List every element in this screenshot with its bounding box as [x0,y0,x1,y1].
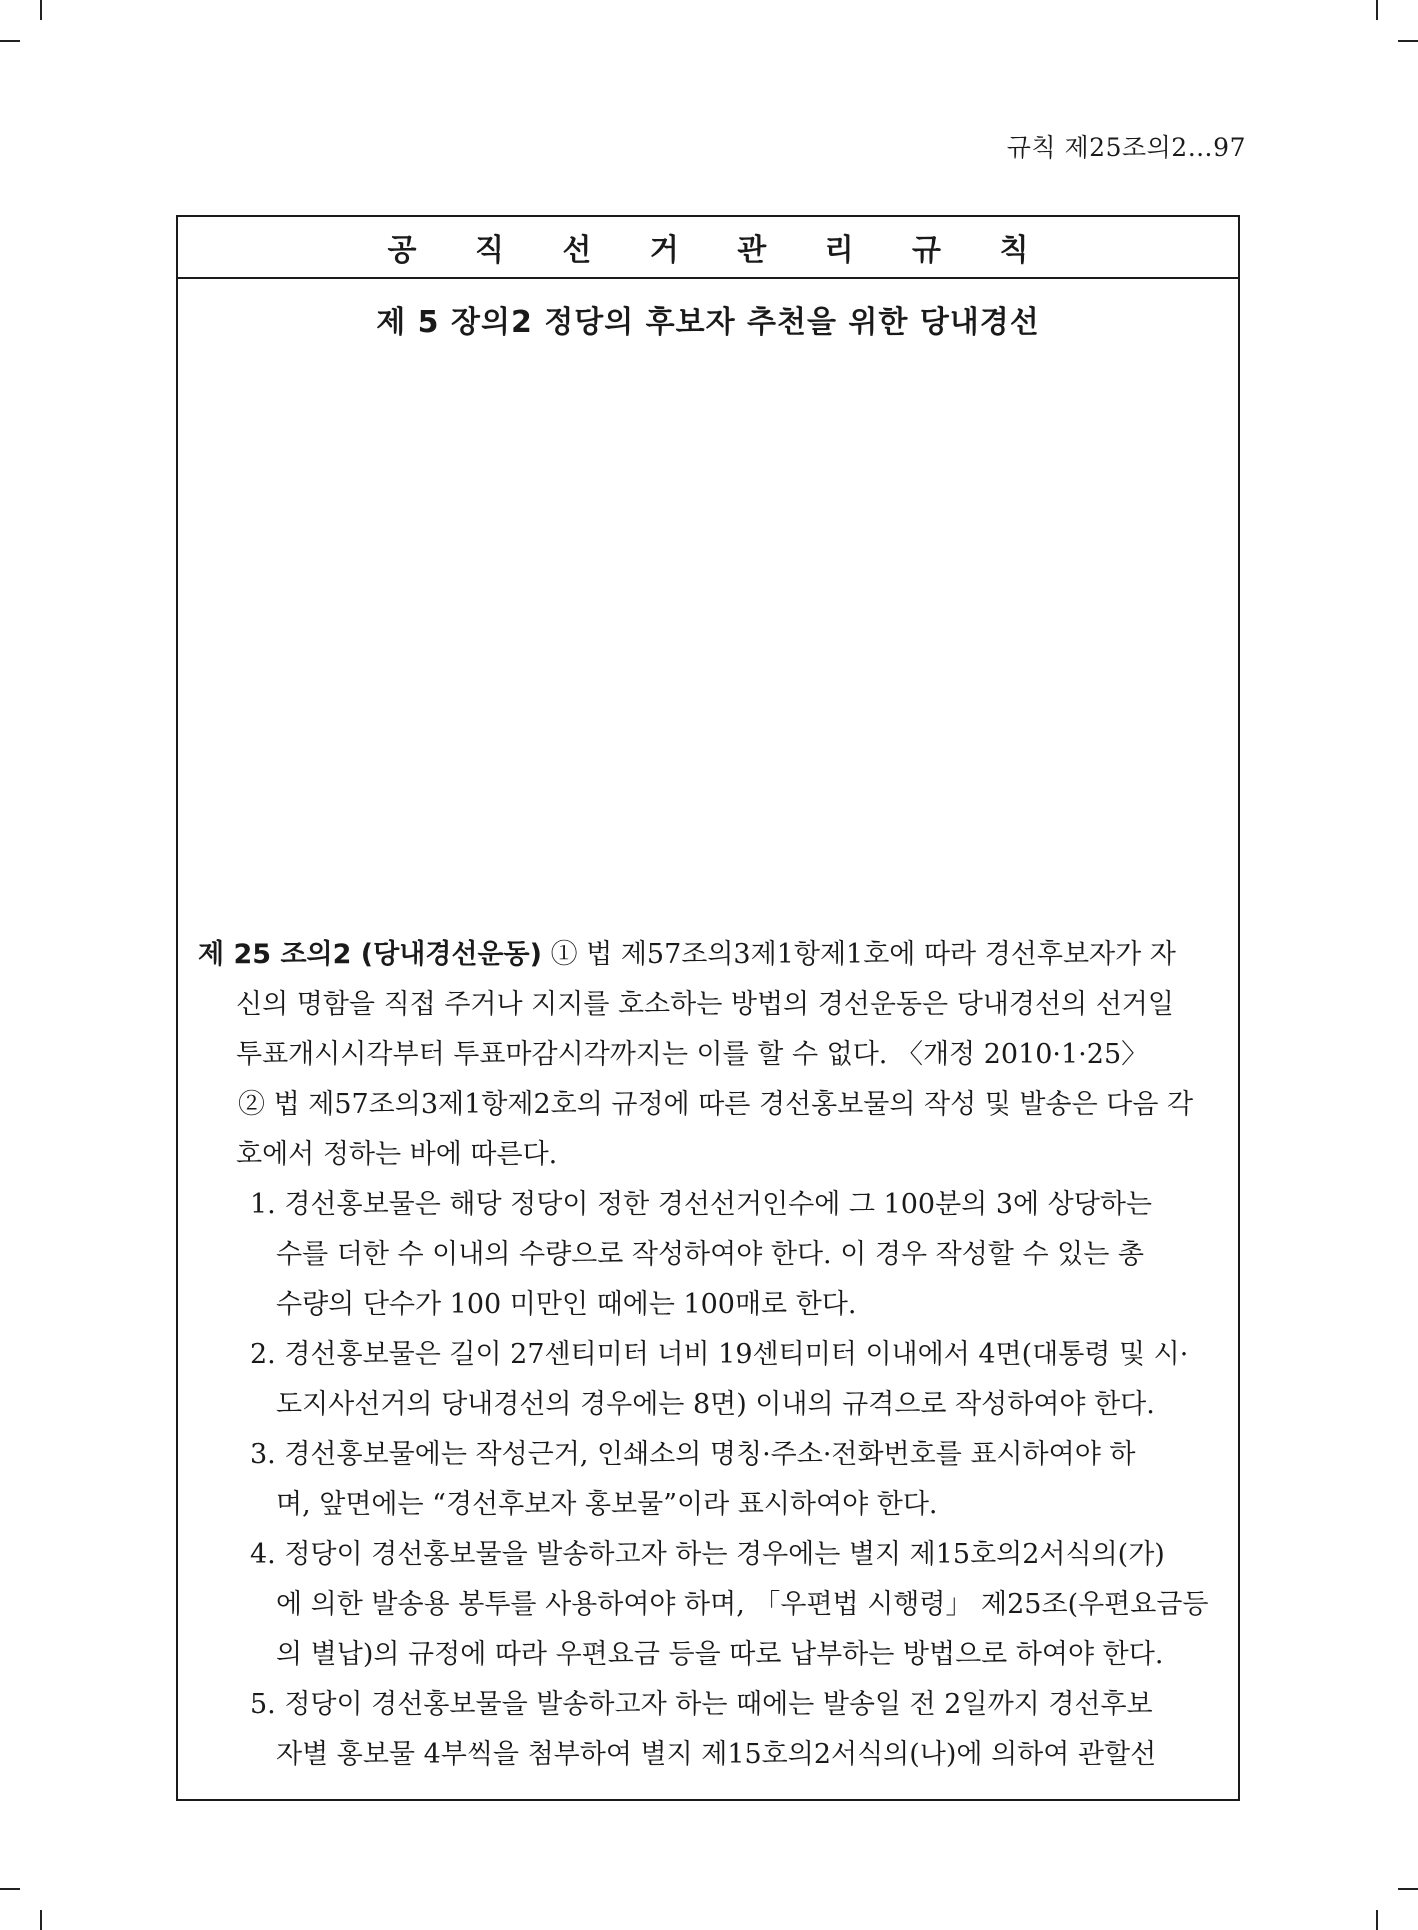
list-item-continuation: 자별 홍보물 4부씩을 첨부하여 별지 제15호의2서식의(나)에 의하여 관할선 [276,1739,1157,1770]
list-item-continuation: 며, 앞면에는 “경선후보자 홍보물”이라 표시하여야 한다. [276,1489,938,1520]
article-text: ① 법 제57조의3제1항제1호에 따라 경선후보자가 자 [550,939,1176,970]
article-line: 신의 명함을 직접 주거나 지지를 호소하는 방법의 경선운동은 당내경선의 선거일 [236,989,1174,1020]
list-item-continuation: 도지사선거의 당내경선의 경우에는 8면) 이내의 규격으로 작성하여야 한다. [276,1389,1155,1420]
article-line: 호에서 정하는 바에 따른다. [236,1139,558,1170]
list-item-continuation: 수량의 단수가 100 미만인 때에는 100매로 한다. [276,1289,857,1320]
article-line: ② 법 제57조의3제1항제2호의 규정에 따른 경선홍보물의 작성 및 발송은 다음 각 [238,1089,1194,1120]
article-line [198,930,1222,980]
regulation-title: 공 직 선 거 관 리 규 칙 [178,217,1238,279]
crop-mark [40,1910,42,1930]
article-25-2 [198,930,1222,1780]
content-frame [176,215,1240,1801]
list-item: 1. 경선홍보물은 해당 정당이 정한 경선선거인수에 그 100분의 3에 상당하는 [250,1189,1153,1220]
crop-mark [0,40,20,42]
crop-mark [1376,1910,1378,1930]
crop-mark [40,0,42,20]
running-header: 규칙 제25조의2…97 [1006,133,1246,162]
article-heading: 제 25 조의2 (당내경선운동) [198,939,542,970]
article-line: 투표개시시각부터 투표마감시각까지는 이를 할 수 없다. 〈개정 2010·1·25〉 [236,1039,1149,1070]
list-item: 4. 정당이 경선홍보물을 발송하고자 하는 경우에는 별지 제15호의2서식의(가) [250,1539,1165,1570]
crop-mark [1398,40,1418,42]
list-item-continuation: 의 별납)의 규정에 따라 우편요금 등을 따로 납부하는 방법으로 하여야 한다. [276,1639,1164,1670]
crop-mark [1376,0,1378,20]
list-item: 5. 정당이 경선홍보물을 발송하고자 하는 때에는 발송일 전 2일까지 경선후보 [250,1689,1153,1720]
crop-mark [0,1888,20,1890]
list-item: 3. 경선홍보물에는 작성근거, 인쇄소의 명칭·주소·전화번호를 표시하여야 하 [250,1439,1136,1470]
crop-mark [1398,1888,1418,1890]
list-item-continuation: 수를 더한 수 이내의 수량으로 작성하여야 한다. 이 경우 작성할 수 있는 총 [276,1239,1144,1270]
list-item-continuation: 에 의한 발송용 봉투를 사용하여야 하며, 「우편법 시행령」 제25조(우편요금등 [276,1589,1209,1620]
chapter-title: 제 5 장의2 정당의 후보자 추천을 위한 당내경선 [376,305,1040,340]
list-item: 2. 경선홍보물은 길이 27센티미터 너비 19센티미터 이내에서 4면(대통령 및 시· [250,1339,1189,1370]
